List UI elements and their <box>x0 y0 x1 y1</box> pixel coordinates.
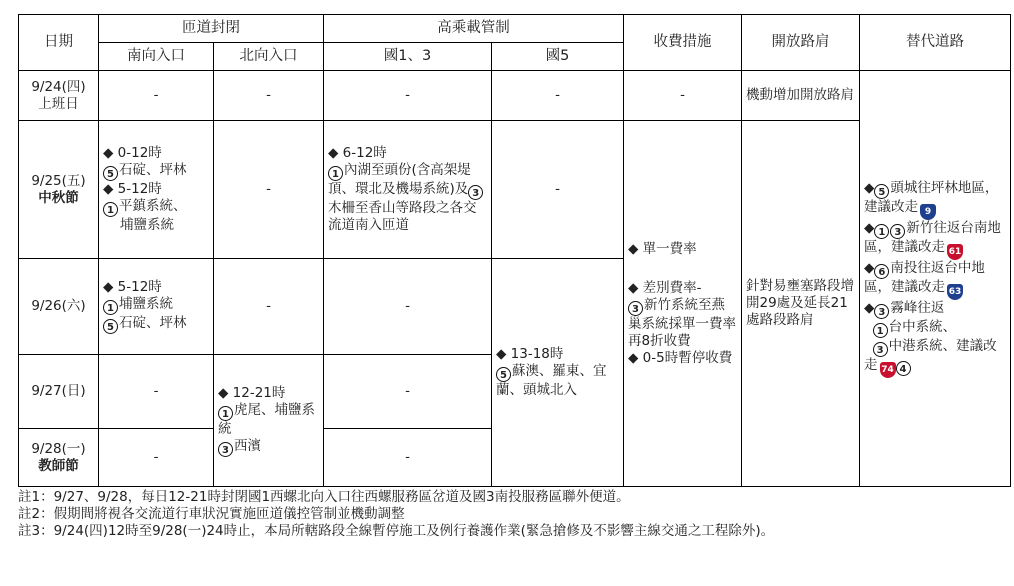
toll-cell <box>624 121 742 487</box>
north-entry-cell: - <box>214 71 324 121</box>
route-3-icon: 3 <box>874 304 889 319</box>
hov-section: 木柵至香山等路段之各交流道南入匝道 <box>328 200 477 233</box>
holiday-traffic-table <box>18 14 1011 487</box>
route-3-icon: 3 <box>873 342 888 357</box>
route-3-icon: 3 <box>218 442 233 457</box>
header-toll: 收費措施 <box>624 15 742 71</box>
south-entry-cell: - <box>99 71 214 121</box>
note-2: 註2：假期間將視各交流道行車狀況實施匝道儀控管制並機動調整 <box>18 506 405 522</box>
route-63-shield-icon: 63 <box>947 284 963 300</box>
route-4-icon: 4 <box>896 361 911 376</box>
header-row-1 <box>19 15 1011 43</box>
route-3-icon: 3 <box>890 224 905 239</box>
nat5-cell <box>492 259 624 487</box>
route-6-icon: 6 <box>874 264 889 279</box>
north-entry-cell <box>214 355 324 487</box>
route-61-shield-icon: 61 <box>947 244 963 260</box>
nat5-cell: - <box>492 121 624 259</box>
row-0924 <box>19 71 1011 121</box>
date-cell <box>19 429 99 487</box>
route-1-icon: 1 <box>103 202 118 217</box>
route-1-icon: 1 <box>874 224 889 239</box>
ramp-list: 石碇、坪林 <box>119 315 187 331</box>
ramp-list: 石碇、坪林 <box>119 162 187 178</box>
traffic-control-notice <box>18 14 1010 540</box>
south-entry-cell: - <box>99 429 214 487</box>
shoulder-cell: 機動增加開放路肩 <box>742 71 860 121</box>
time-range: ◆ 12-21時 <box>218 384 286 401</box>
route-5-icon: 5 <box>496 367 511 382</box>
note-1: 註1：9/27、9/28，每日12-21時封閉國1西螺北向入口往西螺服務區岔道及國3南投服務區聯外便道。 <box>18 489 630 505</box>
header-ramp-closure: 匝道封閉 <box>99 15 324 43</box>
ramp-list: 埔鹽系統 <box>120 217 174 233</box>
hov-section: 內湖至頭份(含高架堤頂、環北及機場系統)及 <box>328 162 471 197</box>
route-1-icon: 1 <box>873 323 888 338</box>
route-3-icon: 3 <box>468 185 483 200</box>
route-1-icon: 1 <box>218 406 233 421</box>
nat1-3-cell: - <box>324 355 492 429</box>
toll-suspend: ◆ 0-5時暫停收費 <box>628 349 733 366</box>
shoulder-cell: 針對易壅塞路段增開29處及延長21處路段路肩 <box>742 121 860 487</box>
alt-route-3: 南投往返台中地區，建議改走 <box>864 259 985 295</box>
north-entry-cell: - <box>214 259 324 355</box>
date-cell <box>19 121 99 259</box>
time-range: ◆ 6-12時 <box>328 145 387 161</box>
route-5-icon: 5 <box>874 184 889 199</box>
route-1-icon: 1 <box>328 166 343 181</box>
header-alt-route: 替代道路 <box>860 15 1011 71</box>
alt-route-4c: 中港系統、建議改走 <box>864 337 997 373</box>
note-3: 註3：9/24(四)12時至9/28(一)24時止，本局所轄路段全線暫停施工及例行養護作業(緊急搶修及不影響主線交通之工程除外)。 <box>18 523 775 539</box>
date-cell: 9/27(日) <box>19 355 99 429</box>
south-entry-cell <box>99 121 214 259</box>
toll-diff-detail: 新竹系統至燕巢系統採單一費率再8折收費 <box>628 296 736 349</box>
time-range: ◆ 5-12時 <box>103 181 162 197</box>
ramp-list: 西濱 <box>234 437 261 454</box>
route-74-shield-icon: 74 <box>880 362 896 378</box>
ramp-list: 虎尾、埔鹽系統 <box>218 401 315 437</box>
header-north-entry: 北向入口 <box>214 43 324 71</box>
time-range: ◆ 0-12時 <box>103 145 162 161</box>
nat1-3-cell: - <box>324 429 492 487</box>
hov-section: 蘇澳、羅東、宜蘭、頭城北入 <box>496 363 607 398</box>
alt-route-cell: ◆ 5 頭城往坪林地區，建議改走 9 ◆ 1 3 新竹往返台南地區，建議改走 61 ◆ 6 南投往返台中地區，建議改走 63 ◆ 3 霧峰往返 1 台中系統、 3 中港系統、建議改走 74 4 <box>860 71 1011 487</box>
date-text: 9/24(四) <box>31 78 86 95</box>
alt-route-1: 頭城往坪林地區，建議改走 <box>864 179 999 215</box>
route-9-shield-icon: 9 <box>920 204 936 220</box>
alt-route-4: 霧峰往返 <box>890 299 945 316</box>
nat5-cell: - <box>492 71 624 121</box>
nat1-3-cell <box>324 121 492 259</box>
nat1-3-cell: - <box>324 71 492 121</box>
notes <box>18 487 1010 540</box>
header-date: 日期 <box>19 15 99 71</box>
header-nat5: 國5 <box>492 43 624 71</box>
day-type: 教師節 <box>38 457 79 474</box>
south-entry-cell: - <box>99 355 214 429</box>
alt-route-4b: 台中系統、 <box>888 318 957 335</box>
header-shoulder: 開放路肩 <box>742 15 860 71</box>
header-hov: 高乘載管制 <box>324 15 624 43</box>
day-type: 中秋節 <box>38 189 79 206</box>
header-south-entry: 南向入口 <box>99 43 214 71</box>
route-1-icon: 1 <box>103 300 118 315</box>
route-5-icon: 5 <box>103 319 118 334</box>
alt-route-2: 新竹往返台南地區，建議改走 <box>864 219 1001 255</box>
ramp-list: 埔鹽系統 <box>119 296 173 312</box>
toll-single-rate: ◆ 單一費率 <box>628 240 697 257</box>
date-text: 9/28(一) <box>31 440 86 457</box>
time-range: ◆ 13-18時 <box>496 346 564 362</box>
toll-cell: - <box>624 71 742 121</box>
ramp-list: 平鎮系統、 <box>119 198 187 214</box>
date-text: 9/25(五) <box>31 172 86 189</box>
header-nat1-3: 國1、3 <box>324 43 492 71</box>
route-3-icon: 3 <box>628 301 643 316</box>
route-5-icon: 5 <box>103 166 118 181</box>
day-type: 上班日 <box>38 95 79 112</box>
date-cell <box>19 71 99 121</box>
toll-diff-rate: ◆ 差別費率- <box>628 279 702 296</box>
time-range: ◆ 5-12時 <box>103 279 162 295</box>
nat1-3-cell: - <box>324 259 492 355</box>
date-cell: 9/26(六) <box>19 259 99 355</box>
south-entry-cell <box>99 259 214 355</box>
north-entry-cell: - <box>214 121 324 259</box>
